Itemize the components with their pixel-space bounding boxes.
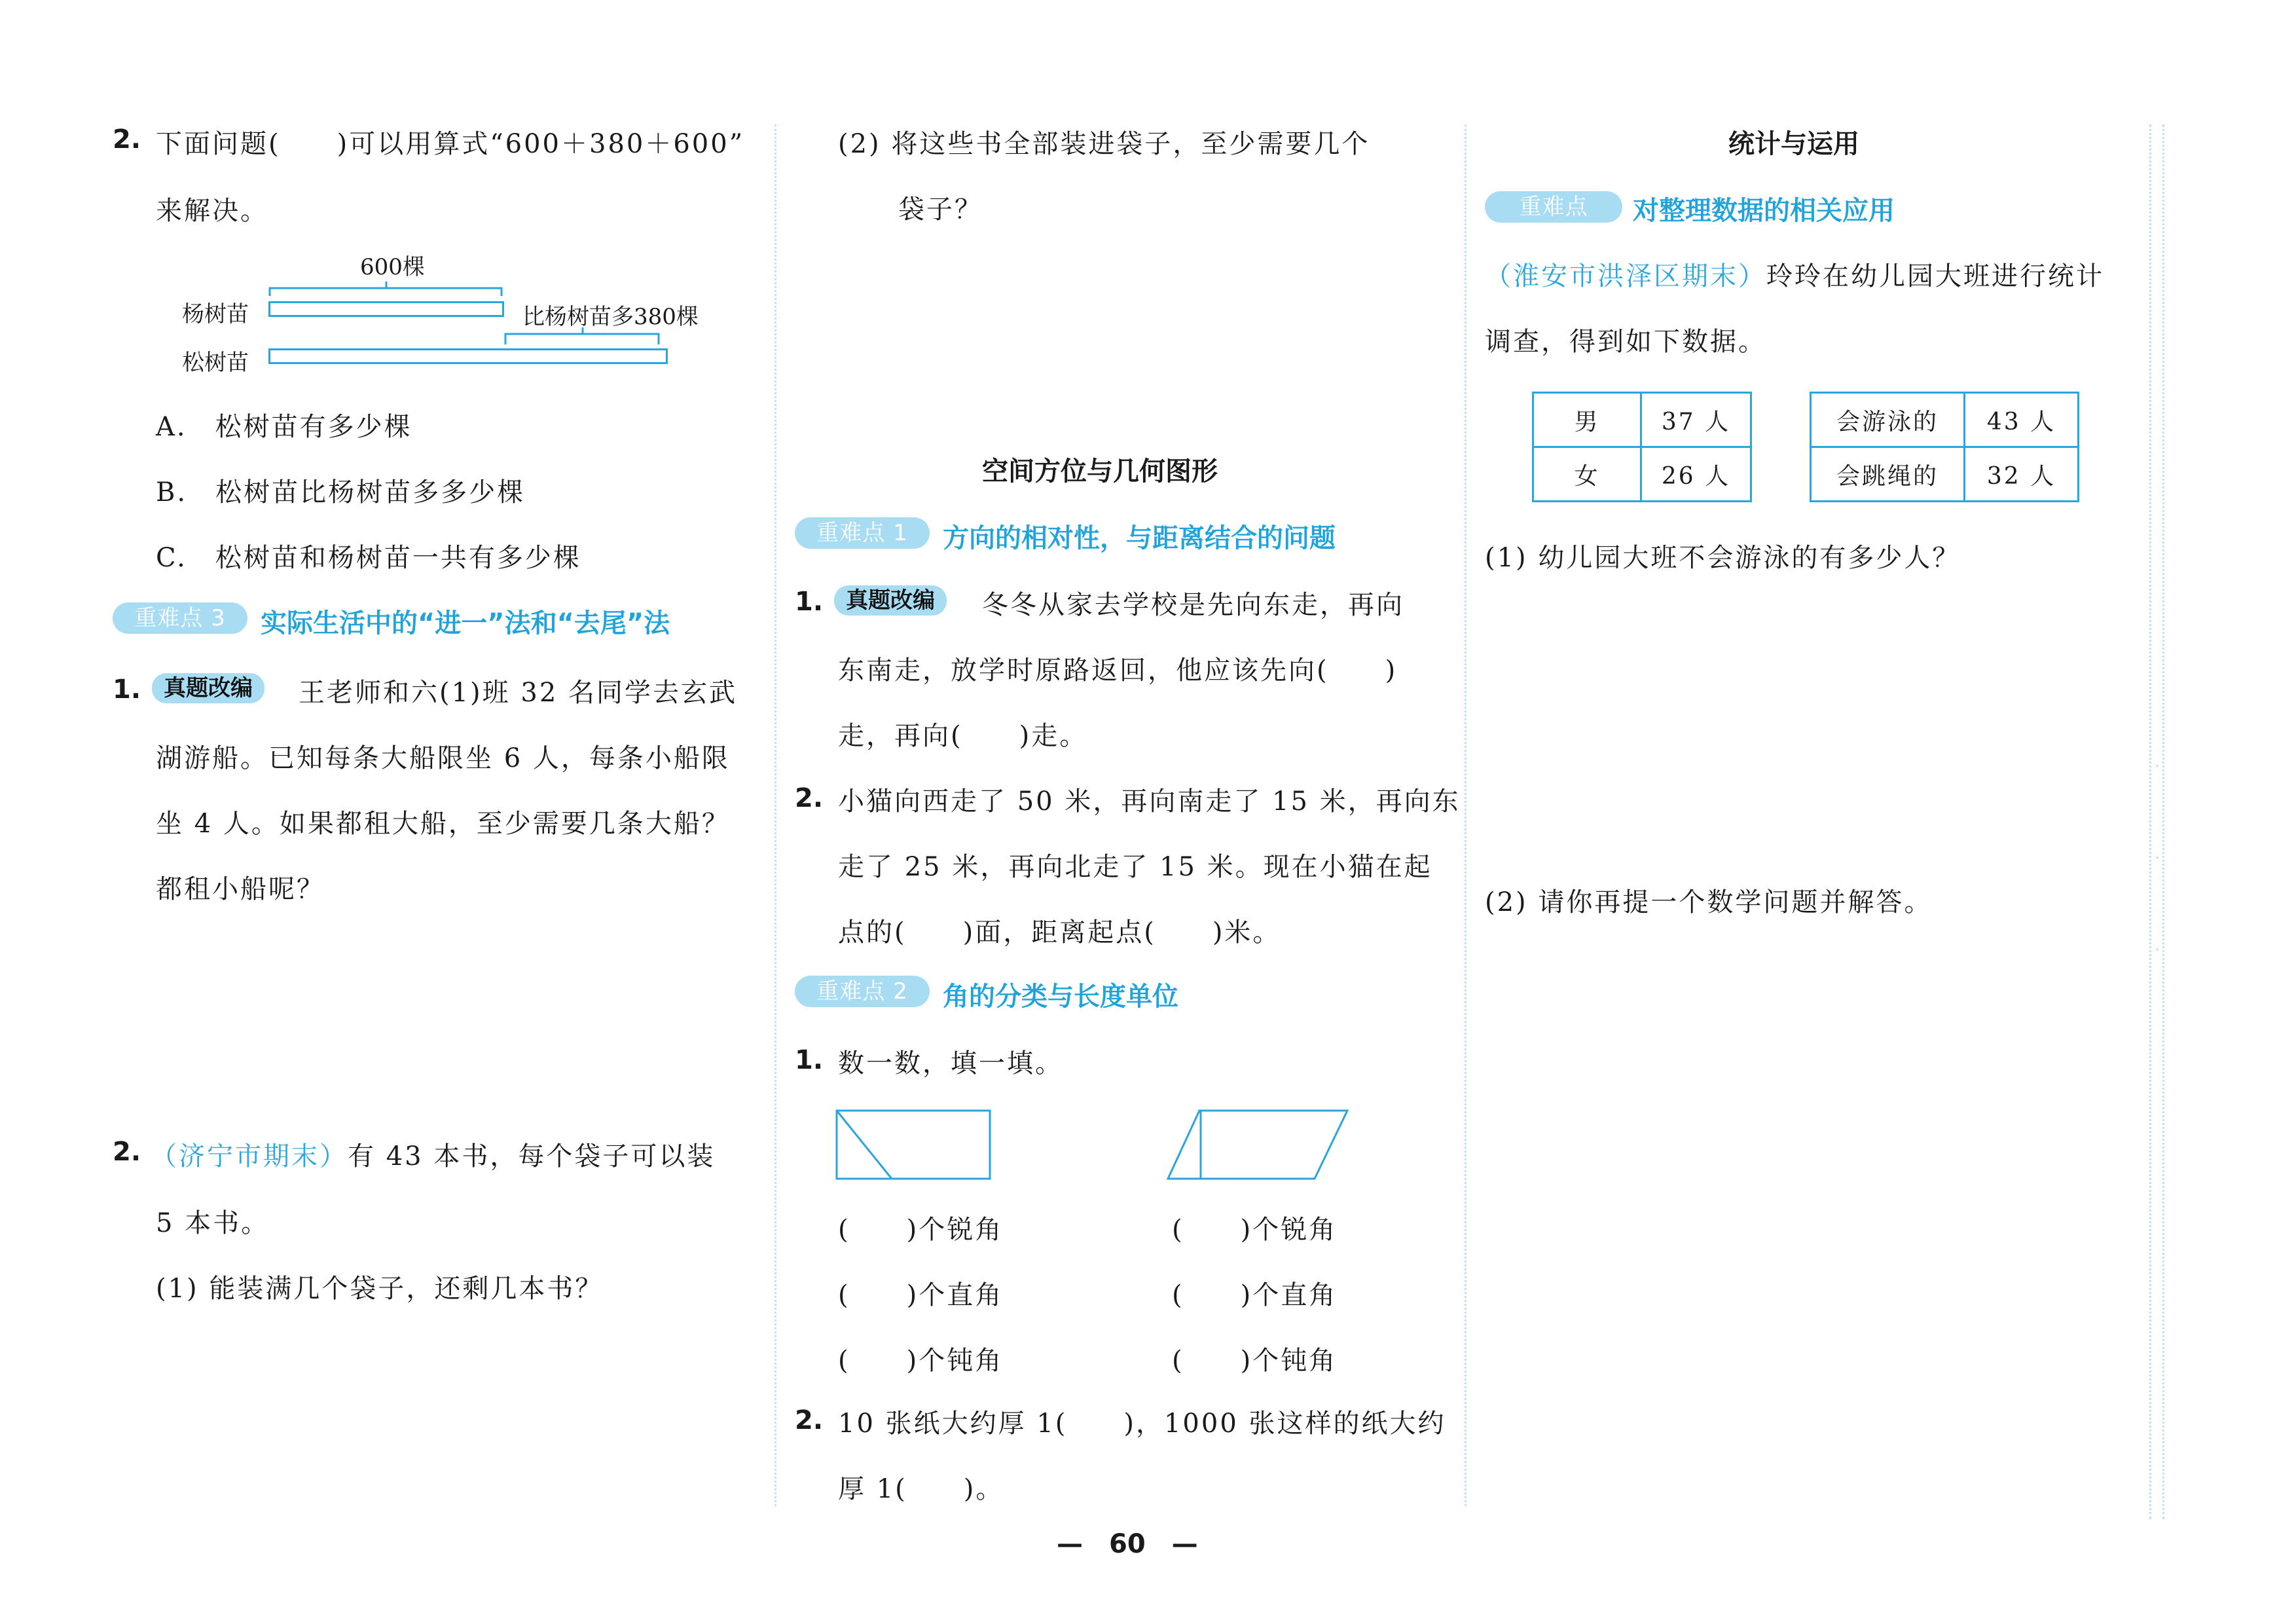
skills-table	[1810, 392, 2079, 502]
diagram-extra-brace	[504, 326, 661, 346]
section-title: 统计与运用	[1728, 129, 1859, 159]
angle-answer-left: ( )个钝角	[838, 1346, 1004, 1376]
page-number-dash-left: —	[1057, 1529, 1109, 1559]
question-text: 小猫向西走了 50 米，再向南走了 15 米，再向东	[838, 786, 1461, 817]
table-row	[1533, 447, 1751, 502]
question-text: 下面问题( )可以用算式“600＋380＋600”	[156, 129, 745, 159]
diagram-extra-label: 比杨树苗多380棵	[522, 304, 699, 330]
question-number: 2.	[113, 1137, 141, 1167]
question-text: 来解决。	[156, 196, 268, 226]
option-a: A. 松树苗有多少棵	[156, 412, 412, 442]
question-text: 冬冬从家去学校是先向东走，再向	[982, 590, 1404, 620]
section-title: 空间方位与几何图形	[982, 456, 1218, 487]
key-point-badge: 重难点 1	[795, 517, 930, 549]
diagram-row2-label: 松树苗	[182, 350, 249, 376]
question-text: 湖游船。已知每条大船限坐 6 人，每条小船限	[156, 743, 730, 773]
key-point-badge: 重难点	[1485, 191, 1622, 223]
question-number: 2.	[795, 783, 824, 813]
angle-answer-right: ( )个钝角	[1172, 1346, 1338, 1376]
key-point-badge: 重难点 2	[795, 976, 930, 1007]
key-point-title: 角的分类与长度单位	[943, 982, 1178, 1012]
question-text: 厚 1( )。	[838, 1474, 1004, 1504]
table-cell: 26 人	[1641, 447, 1751, 502]
question-number: 2.	[795, 1405, 824, 1435]
table-cell: 37 人	[1641, 393, 1751, 447]
diagram-row1-label: 杨树苗	[182, 301, 249, 327]
table-row	[1533, 393, 1751, 447]
question-text: 走，再向( )走。	[838, 721, 1088, 751]
diagram-top-label: 600棵	[360, 254, 425, 280]
question-text: 东南走，放学时原路返回，他应该先向( )	[838, 655, 1398, 686]
table-row	[1811, 393, 2079, 447]
question-number: 2.	[113, 124, 141, 155]
key-point-title: 实际生活中的“进一”法和“去尾”法	[261, 608, 670, 638]
question-text: 点的( )面，距离起点( )米。	[838, 917, 1281, 948]
question-number: 1.	[795, 587, 824, 617]
table-row	[1811, 447, 2079, 502]
table-cell: 43 人	[1965, 393, 2079, 447]
angle-answer-left: ( )个锐角	[838, 1215, 1004, 1245]
tree-seedling-diagram	[177, 249, 740, 380]
option-b: B. 松树苗比杨树苗多多少棵	[156, 477, 526, 507]
question-text: 走了 25 米，再向北走了 15 米。现在小猫在起	[838, 852, 1432, 882]
table-cell: 女	[1533, 447, 1641, 502]
sub-question: (2) 请你再提一个数学问题并解答。	[1485, 887, 1933, 917]
column-divider-1	[774, 124, 776, 1506]
page-number: — 60 —	[1057, 1529, 1198, 1559]
option-c: C. 松树苗和杨树苗一共有多少棵	[156, 543, 581, 573]
parallelogram-figure	[1167, 1109, 1350, 1181]
angle-answer-left: ( )个直角	[838, 1280, 1004, 1310]
sub-question: (1) 能装满几个袋子，还剩几本书？	[156, 1274, 604, 1304]
question-text: 王老师和六(1)班 32 名同学去玄武	[299, 678, 737, 708]
question-number: 1.	[113, 674, 141, 705]
sub-question: (1) 幼儿园大班不会游泳的有多少人？	[1485, 543, 1961, 573]
question-text: （淮安市洪泽区期末）玲玲在幼儿园大班进行统计	[1485, 261, 2104, 291]
column-divider-2	[1465, 124, 1467, 1506]
poplar-bar	[268, 301, 504, 317]
question-text: 10 张纸大约厚 1( )，1000 张这样的纸大约	[838, 1409, 1446, 1439]
rectangle-figure	[835, 1109, 993, 1181]
binding-seal-marks: · · ·	[2155, 758, 2160, 957]
angle-answer-right: ( )个锐角	[1172, 1215, 1338, 1245]
exam-source: （济宁市期末）	[151, 1141, 348, 1172]
diagram-top-brace	[268, 279, 504, 299]
question-text: 调查，得到如下数据。	[1485, 327, 1766, 357]
exam-adapted-tag: 真题改编	[834, 585, 947, 616]
sub-question: 袋子？	[898, 194, 983, 225]
table-cell: 男	[1533, 393, 1641, 447]
question-text: 坐 4 人。如果都租大船，至少需要几条大船？	[156, 809, 730, 839]
pine-bar	[268, 348, 668, 364]
question-text: （济宁市期末）有 43 本书，每个袋子可以装	[151, 1141, 716, 1172]
question-text: 数一数，填一填。	[838, 1048, 1063, 1079]
exam-source: （淮安市洪泽区期末）	[1485, 261, 1766, 291]
exam-adapted-tag: 真题改编	[152, 673, 264, 703]
table-cell: 32 人	[1965, 447, 2079, 502]
sub-question: (2) 将这些书全部装进袋子，至少需要几个	[838, 129, 1370, 159]
angle-answer-right: ( )个直角	[1172, 1280, 1338, 1310]
table-cell: 会游泳的	[1811, 393, 1965, 447]
table-cell: 会跳绳的	[1811, 447, 1965, 502]
gender-table	[1532, 392, 1752, 502]
key-point-title: 对整理数据的相关应用	[1633, 196, 1895, 226]
question-text: 5 本书。	[156, 1208, 270, 1238]
key-point-badge: 重难点 3	[113, 602, 247, 634]
question-number: 1.	[795, 1045, 824, 1075]
page-number-dash-right: —	[1145, 1529, 1198, 1559]
question-text: 都租小船呢？	[156, 874, 325, 904]
key-point-title: 方向的相对性，与距离结合的问题	[943, 523, 1336, 553]
